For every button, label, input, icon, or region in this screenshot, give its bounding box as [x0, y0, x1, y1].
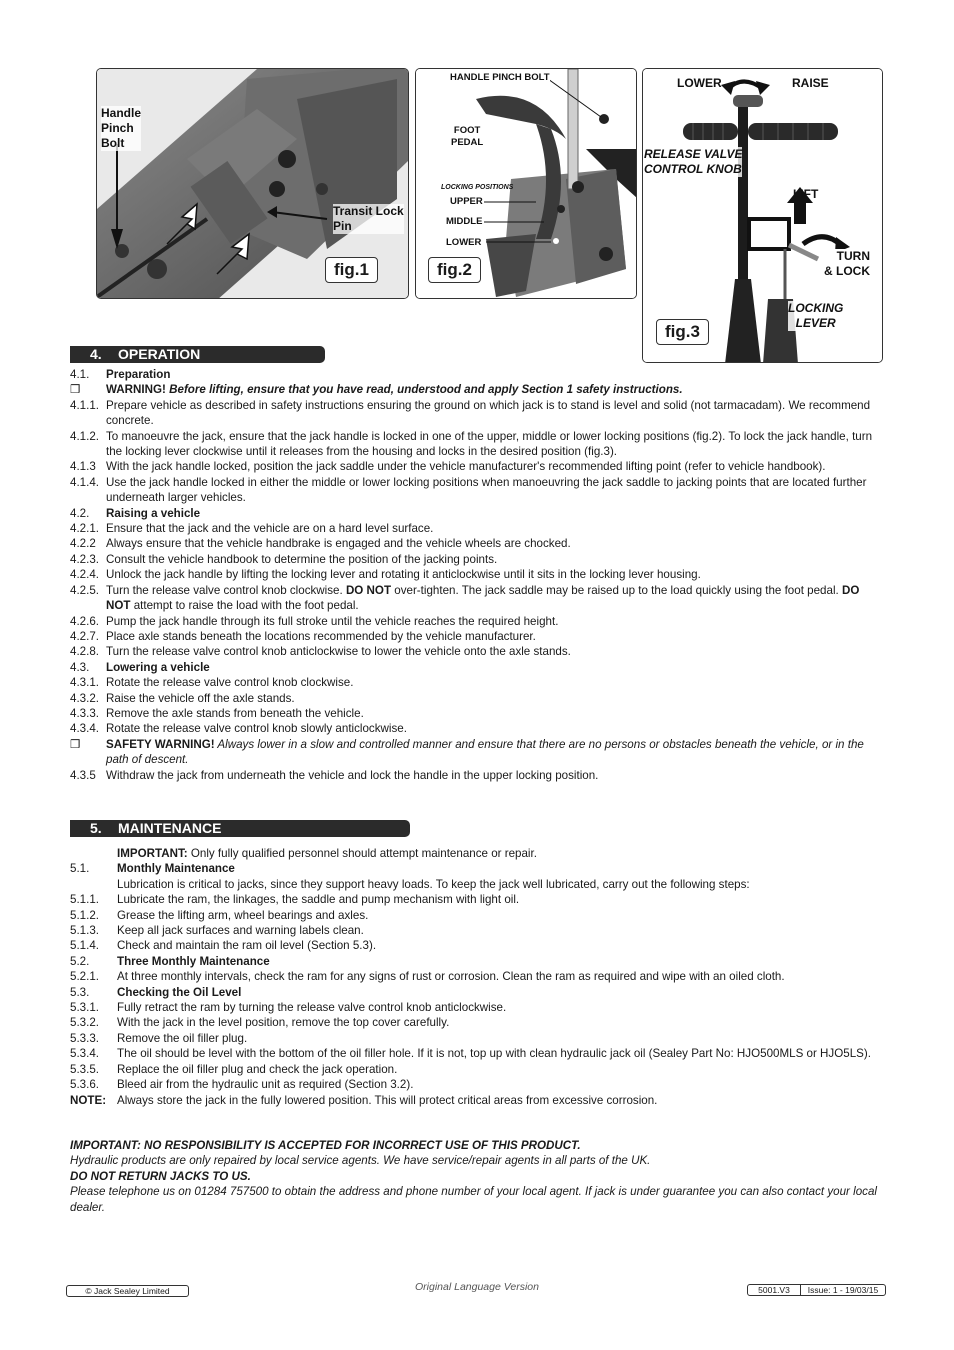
item-text-text: With the jack in the level position, remove the top cover carefully. — [117, 1016, 450, 1030]
operation-item — [70, 629, 880, 644]
item-text-text: Unlock the jack handle by lifting the locking lever and rotating it anticlockwise until it sits in the locking lever housing. — [106, 568, 701, 582]
item-text — [106, 367, 880, 382]
item-number: 4.3.4. — [70, 722, 100, 736]
item-number: 4.1. — [70, 368, 90, 381]
operation-list — [70, 367, 880, 783]
item-text-bold: Monthly Maintenance — [117, 862, 235, 876]
item-text-text: Check and maintain the ram oil level (Section 5.3). — [117, 939, 377, 953]
item-text — [117, 1046, 880, 1061]
operation-item — [70, 660, 880, 675]
item-text — [106, 675, 880, 690]
maintenance-heading — [70, 820, 410, 837]
maintenance-item — [70, 969, 880, 984]
maintenance-item — [70, 954, 880, 969]
item-text — [106, 644, 880, 659]
item-text-text: Withdraw the jack from underneath the vehicle and lock the handle in the upper locking position. — [106, 768, 599, 782]
operation-item — [70, 429, 880, 460]
item-text-bold3: DO NOT — [106, 583, 860, 613]
fig1-callout-handle-pinch-bolt: Handle Pinch Bolt — [101, 106, 142, 150]
item-number: 5.3.2. — [70, 1016, 100, 1030]
item-text-bold: WARNING! — [106, 383, 166, 397]
item-text-text: Turn the release valve control knob clockwise. — [106, 583, 346, 597]
item-text-text: Fully retract the ram by turning the release valve control knob anticlockwise. — [117, 1001, 507, 1015]
fig2-callout-upper: UPPER — [450, 196, 483, 207]
item-text-text: Always ensure that the vehicle handbrake is engaged and the vehicle wheels are chocked. — [106, 537, 571, 551]
item-text — [106, 768, 880, 783]
operation-item — [70, 506, 880, 521]
item-number: 5.1.3. — [70, 924, 100, 938]
item-text-text: Only fully qualified personnel should attempt maintenance or repair. — [187, 847, 537, 860]
item-text — [106, 552, 880, 567]
item-text-bold2: DO NOT — [345, 583, 392, 597]
item-text — [117, 985, 880, 1000]
item-number: 4.1.1. — [70, 398, 100, 412]
item-number: 4.2.3. — [70, 552, 100, 566]
item-text-text: Place axle stands beneath the locations recommended by the vehicle manufacturer. — [106, 629, 536, 643]
notice-do-not-return: DO NOT RETURN JACKS TO US. — [70, 1169, 251, 1183]
maintenance-item — [70, 1046, 880, 1061]
item-number: 4.2.6. — [70, 614, 100, 628]
item-text-text: Keep all jack surfaces and warning labels clean. — [117, 924, 364, 938]
item-number: 5.2. — [70, 954, 90, 968]
maintenance-item — [70, 1093, 880, 1108]
operation-item — [70, 675, 880, 690]
item-text-text: The oil should be level with the bottom of the oil filler hole. If it is not, top up with clean hydraulic jack oil (Sealey Part No: HJO500MLS or HJO5LS). — [117, 1047, 871, 1061]
item-text-text: Lubricate the ram, the linkages, the saddle and pump mechanism with light oil. — [117, 893, 520, 907]
item-number: 4.2.8. — [70, 645, 100, 659]
operation-item — [70, 367, 880, 382]
figure-3 — [642, 68, 883, 363]
operation-item — [70, 459, 880, 474]
operation-item — [70, 691, 880, 706]
item-number: 5.3.1. — [70, 1001, 100, 1015]
operation-item — [70, 536, 880, 551]
maintenance-heading-number: 5. — [90, 820, 102, 836]
item-number: 4.2. — [70, 506, 90, 520]
maintenance-item — [70, 892, 880, 907]
item-text — [117, 1000, 880, 1015]
item-text — [106, 660, 880, 675]
item-number: 4.3.2. — [70, 691, 100, 705]
item-text-bold: Checking the Oil Level — [117, 985, 242, 999]
item-text — [117, 1093, 880, 1108]
fig3-label: fig.3 — [656, 319, 709, 345]
item-text-text: Consult the vehicle handbook to determine the position of the jacking points. — [106, 552, 498, 566]
operation-item — [70, 552, 880, 567]
maintenance-item — [70, 846, 880, 861]
operation-item — [70, 567, 880, 582]
operation-item — [70, 583, 880, 614]
item-text — [117, 846, 880, 861]
maintenance-item — [70, 861, 880, 876]
item-number: 4.3.5 — [70, 768, 96, 782]
operation-item — [70, 398, 880, 429]
item-number: 5.1.2. — [70, 908, 100, 922]
item-text — [106, 536, 880, 551]
footer-copyright: © Jack Sealey Limited — [66, 1285, 189, 1297]
maintenance-item — [70, 1015, 880, 1030]
footer-doc-info — [747, 1284, 886, 1296]
operation-item — [70, 721, 880, 736]
item-number: 5.1.1. — [70, 893, 100, 907]
item-number: 4.1.3 — [70, 460, 96, 474]
item-text — [117, 908, 880, 923]
fig2-label: fig.2 — [428, 257, 481, 283]
item-text — [117, 861, 880, 876]
fig3-callout-raise: RAISE — [792, 76, 829, 90]
item-number: 4.2.5. — [70, 583, 100, 597]
item-text — [117, 1015, 880, 1030]
fig3-callout-lift: LIFT — [793, 187, 819, 201]
item-text — [106, 567, 880, 582]
item-text-text: To manoeuvre the jack, ensure that the jack handle is locked in one of the upper, middle or lower locking positions (fig.2). To lock the jack handle, turn the locking lever clockwise until it releases from the housing and locks in the desired position (fig.3). — [106, 429, 873, 459]
fig2-callout-lower: LOWER — [446, 237, 482, 248]
item-text-bold: Lowering a vehicle — [106, 660, 210, 674]
item-text-text: Turn the release valve control knob anticlockwise to lower the vehicle onto the axle stands. — [106, 645, 571, 659]
item-text-bold: Three Monthly Maintenance — [117, 954, 270, 968]
item-text-text: Always store the jack in the fully lowered position. This will protect critical areas from excessive corrosion. — [117, 1093, 658, 1107]
item-text — [117, 938, 880, 953]
figure-2 — [415, 68, 637, 299]
item-text-text: Ensure that the jack and the vehicle are on a hard level surface. — [106, 522, 434, 536]
item-number: 4.3.3. — [70, 706, 100, 720]
item-text-text: Remove the axle stands from beneath the vehicle. — [106, 706, 364, 720]
item-text — [106, 629, 880, 644]
item-text-text: Raise the vehicle off the axle stands. — [106, 691, 295, 705]
item-text-text: Replace the oil filler plug and check the jack operation. — [117, 1062, 398, 1076]
item-text — [106, 506, 880, 521]
item-text-text: Rotate the release valve control knob slowly anticlockwise. — [106, 722, 407, 736]
item-text-text: At three monthly intervals, check the ram for any signs of rust or corrosion. Clean the ram as required and wipe with an oiled cloth. — [117, 970, 785, 984]
item-text — [117, 1062, 880, 1077]
item-number: 5.1. — [70, 862, 90, 876]
operation-item — [70, 706, 880, 721]
item-text-italic-bold: Before lifting, ensure that you have read, understood and apply Section 1 safety instructions. — [165, 383, 683, 397]
item-text-text: Bleed air from the hydraulic unit as required (Section 3.2). — [117, 1078, 414, 1092]
operation-item — [70, 614, 880, 629]
item-number: NOTE: — [70, 1093, 107, 1107]
operation-item — [70, 768, 880, 783]
item-text — [117, 1031, 880, 1046]
maintenance-item — [70, 908, 880, 923]
footer-language-version: Original Language Version — [415, 1281, 539, 1293]
item-number: 4.1.4. — [70, 475, 100, 489]
item-text — [106, 614, 880, 629]
notice-service-agents: Hydraulic products are only repaired by local service agents. We have service/repair agents in all parts of the UK. — [70, 1154, 651, 1168]
item-text — [117, 954, 880, 969]
item-text-text: Use the jack handle locked in either the middle or lower locking positions when manoeuvring the jack saddle to jacking points that are located further underneath larger vehicles. — [106, 475, 867, 505]
item-text — [106, 382, 880, 397]
operation-heading-number: 4. — [90, 346, 102, 362]
item-text — [106, 398, 880, 429]
item-number: 5.3.5. — [70, 1062, 100, 1076]
item-text — [106, 691, 880, 706]
maintenance-item — [70, 1000, 880, 1015]
operation-item — [70, 382, 880, 397]
fig3-callout-release-valve: RELEASE VALVE CONTROL KNOB — [644, 147, 743, 176]
item-text-bold: Preparation — [106, 368, 171, 381]
item-number: 5.1.4. — [70, 939, 100, 953]
item-text-bold: Raising a vehicle — [106, 506, 201, 520]
footer-issue: Issue: 1 - 19/03/15 — [807, 1285, 879, 1295]
maintenance-item — [70, 1031, 880, 1046]
maintenance-heading-title: MAINTENANCE — [118, 820, 222, 836]
item-number: 4.2.7. — [70, 629, 100, 643]
item-text — [106, 706, 880, 721]
item-text — [106, 459, 880, 474]
fig2-callout-foot-pedal: FOOT PEDAL — [451, 125, 484, 148]
item-number: 5.3.3. — [70, 1031, 100, 1045]
item-text-text2: over-tighten. The jack saddle may be raised up to the load quickly using the foot pedal. — [391, 583, 842, 597]
fig3-callout-lower: LOWER — [677, 76, 722, 90]
notice-important: IMPORTANT: NO RESPONSIBILITY IS ACCEPTED FOR INCORRECT USE OF THIS PRODUCT. — [70, 1139, 581, 1152]
fig3-callout-turn-lock: TURN & LOCK — [824, 249, 870, 278]
item-number: 4.2.1. — [70, 522, 100, 536]
item-text-bold: SAFETY WARNING! — [106, 737, 215, 751]
operation-item — [70, 475, 880, 506]
item-text-text: Grease the lifting arm, wheel bearings and axles. — [117, 908, 369, 922]
responsibility-notice — [70, 1138, 880, 1215]
item-text-bold: IMPORTANT: — [117, 847, 188, 860]
maintenance-list — [70, 846, 880, 1108]
item-text — [117, 969, 880, 984]
fig3-callout-locking-lever: LOCKING LEVER — [788, 301, 844, 330]
item-number — [70, 846, 117, 861]
maintenance-item — [70, 938, 880, 953]
item-text — [106, 521, 880, 536]
fig2-callout-locking-positions: LOCKING POSITIONS — [441, 184, 514, 191]
item-number: 5.3.4. — [70, 1047, 100, 1061]
item-number: ❒ — [70, 383, 81, 397]
operation-item — [70, 644, 880, 659]
item-text — [117, 923, 880, 938]
item-number: 4.3. — [70, 660, 90, 674]
notice-telephone: Please telephone us on 01284 757500 to obtain the address and phone number of your local agent. If jack is under guarantee you can also contact your local dealer. — [70, 1185, 877, 1214]
item-text — [117, 1077, 880, 1092]
operation-item — [70, 521, 880, 536]
item-text-text: Prepare vehicle as described in safety instructions ensuring the ground on which jack is to stand is level and solid (not tarmacadam). We recommend concrete. — [106, 398, 871, 428]
item-number: 4.1.2. — [70, 429, 100, 443]
fig2-callout-handle-pinch-bolt: HANDLE PINCH BOLT — [450, 72, 550, 83]
item-number: 4.2.2 — [70, 537, 96, 551]
maintenance-item — [70, 1077, 880, 1092]
fig2-callout-middle: MIDDLE — [446, 216, 483, 227]
item-text-text: Remove the oil filler plug. — [117, 1031, 248, 1045]
item-number — [70, 877, 117, 892]
item-text-text3: attempt to raise the load with the foot pedal. — [130, 599, 359, 613]
item-text — [106, 429, 880, 460]
item-text — [117, 877, 880, 892]
operation-heading-title: OPERATION — [118, 346, 201, 362]
figure-1 — [96, 68, 409, 299]
item-text-text: With the jack handle locked, position the jack saddle under the vehicle manufacturer's recommended lifting point (refer to vehicle handbook). — [106, 460, 826, 474]
maintenance-item — [70, 877, 880, 892]
item-text — [106, 721, 880, 736]
fig1-callout-transit-lock-pin: Transit Lock Pin — [333, 204, 404, 233]
item-number: 4.2.4. — [70, 568, 100, 582]
fig1-label: fig.1 — [325, 257, 378, 283]
item-text-text: Lubrication is critical to jacks, since they support heavy loads. To keep the jack well lubricated, carry out the following steps: — [117, 877, 750, 891]
item-text — [117, 892, 880, 907]
item-number: 5.3.6. — [70, 1078, 100, 1092]
item-text-text: Rotate the release valve control knob clockwise. — [106, 676, 354, 690]
operation-item — [70, 737, 880, 768]
maintenance-item — [70, 923, 880, 938]
item-number: 5.3. — [70, 985, 90, 999]
item-text — [106, 583, 880, 614]
maintenance-item — [70, 1062, 880, 1077]
item-text-text: Pump the jack handle through its full stroke until the vehicle reaches the required height. — [106, 614, 559, 628]
item-number: 4.3.1. — [70, 676, 100, 690]
item-text — [106, 737, 880, 768]
footer-doc-code: 5001.V3 — [758, 1285, 790, 1295]
item-number: 5.2.1. — [70, 970, 100, 984]
maintenance-item — [70, 985, 880, 1000]
operation-heading — [70, 346, 325, 363]
item-text-italic: Always lower in a slow and controlled manner and ensure that there are no persons or obstacles beneath the vehicle, or in the path of descent. — [106, 737, 864, 767]
item-number: ❒ — [70, 737, 81, 751]
item-text — [106, 475, 880, 506]
